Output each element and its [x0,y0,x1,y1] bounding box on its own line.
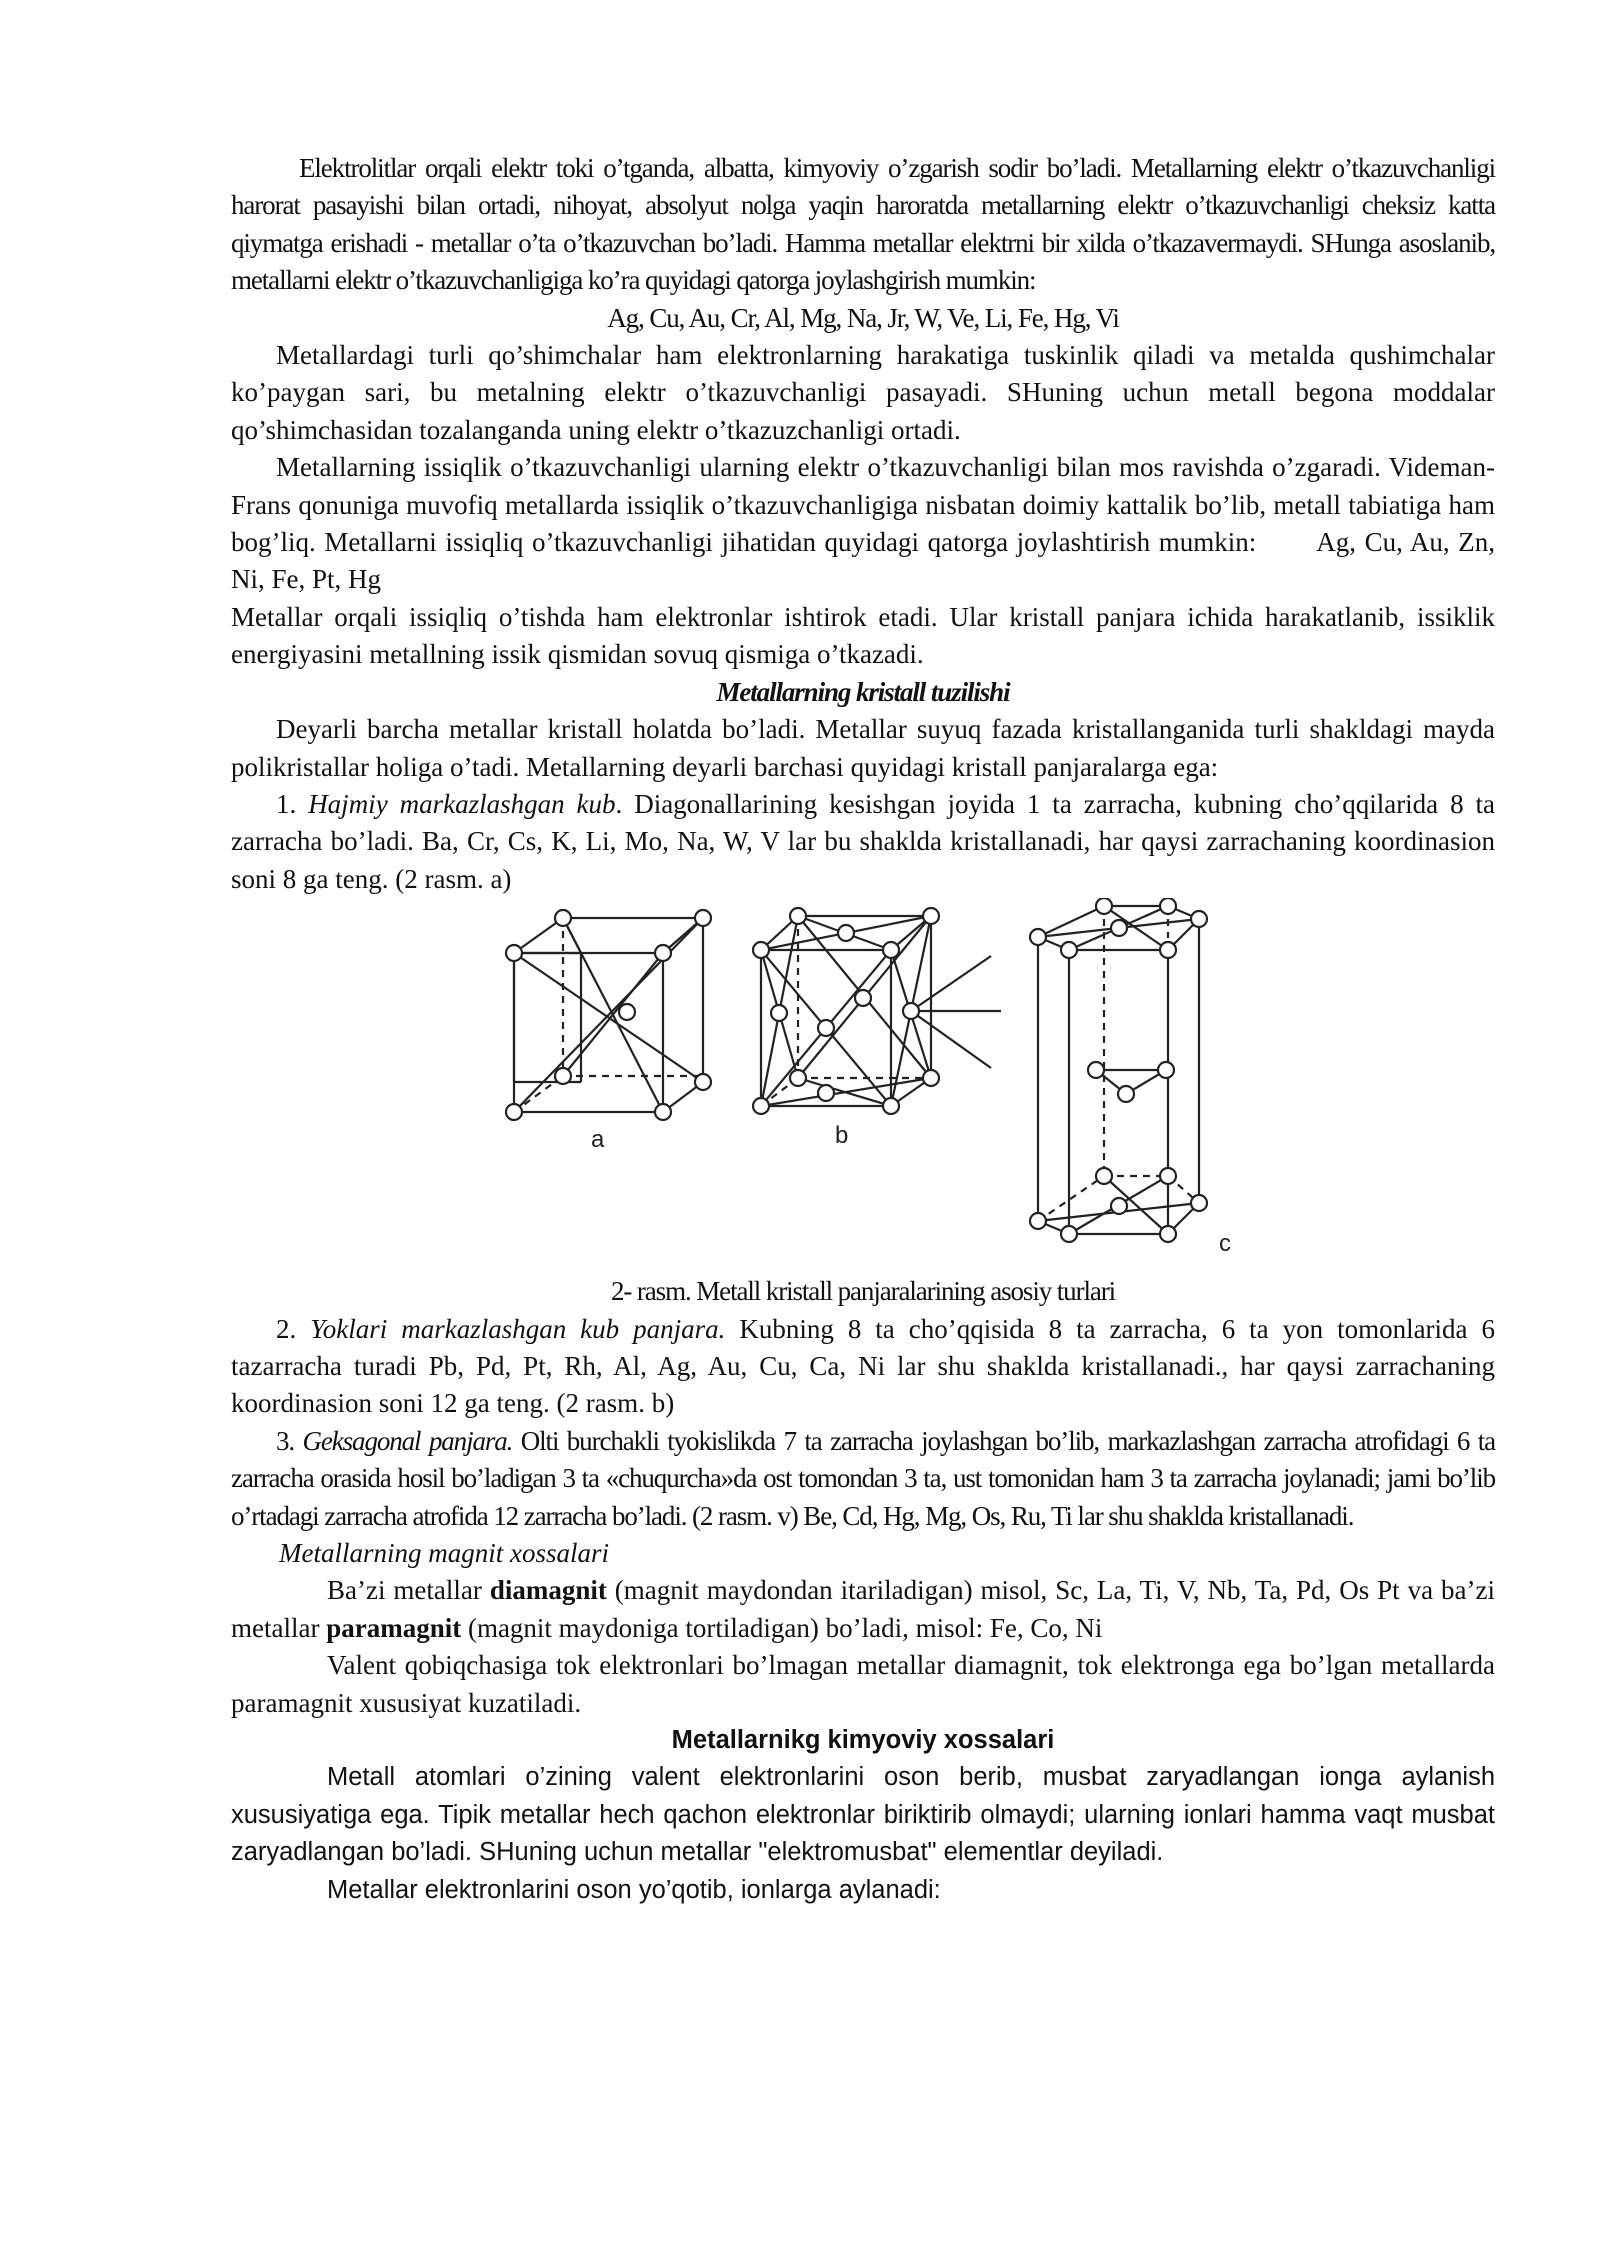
subheading-magnetic: Metallarning magnit xossalari [279,1537,609,1568]
text-bcc: . Diagonallarining kesishgan joyida 1 ta zarracha, kubning cho’qqilarida 8 ta zarracha bo’ladi. Ba, Cr, Cs, K, Li, Mo, Na, W, V lar bu shaklda kristallanadi, har qaysi zarrachaning koordinasion soni 8 ga teng. (2 rasm. a) [231,788,1496,894]
thermal-series: Ag, Cu, Au, Zn, Ni, Fe, Pt, Hg [231,527,1496,595]
crystal-lattice-diagram [231,898,1495,1273]
paragraph-impurities: Metallardagi turli qo’shimchalar ham elektronlarning harakatiga tuskinlik qiladi va metalda qushimchalar ko’paygan sari, bu metalning elektr o’tkazuvchanligi pasayadi. SHuning uchun metall begona moddalar qo’shimchasidan tozalanganda uning elektr o’tkazuzchanligi ortadi. [231,340,1495,445]
text-fcc: Kubning 8 ta cho’qqisida 8 ta zarracha, 6 ta yon tomonlarida 6 tazarracha turadi Pb, Pd, Pt, Rh, Al, Ag, Au, Cu, Ca, Ni lar shu shaklda kristallanadi., har qaysi zarrachaning koordinasion soni 12 ga teng. (2 rasm. b) [231,1313,1495,1419]
magnetic-text-2: (magnit maydondan itariladigan) misol, Sc, La, Ti, V, Nb, Ta, Pd, Os Pt va ba’zi metallar [231,1575,1495,1643]
figure-label-b: b [835,1122,849,1150]
heading-chemical-properties: Metallarnikg kimyoviy xossalari [671,1726,1055,1754]
paragraph-ionization: Metallar elektronlarini oson yo’qotib, ionlarga aylanadi: [327,1875,941,1904]
paragraph-heat-electrons: Metallar orqali issiqliq o’tishda ham elektronlar ishtirok etadi. Ular kristall panjara ichida harakatlanib, issiklik energiyasini metallning issik qismidan sovuq qismiga o’tkazadi. [231,601,1495,670]
magnetic-text-1: Ba’zi metallar [327,1575,490,1606]
conductivity-series: Ag, Cu, Au, Cr, Al, Mg, Na, Jr, W, Ve, Li, Fe, Hg, Vi [607,302,1119,333]
figure-label-c: c [1219,1230,1231,1258]
term-hcp: Geksagonal panjara. [302,1425,513,1456]
term-fcc: Yoklari markazlashgan kub panjara. [310,1313,726,1344]
figure-caption: 2- rasm. Metall kristall panjaralarining asosiy turlari [610,1276,1116,1307]
list-item-fcc [231,1311,1495,1423]
bcc-cube [514,918,703,1112]
term-diamagnetic: diamagnit [489,1575,607,1606]
paragraph-thermal-text: Metallarning issiqlik o’tkazuvchanligi ularning elektr o’tkazuvchanligi bilan mos ravishda o’zgaradi. Videman-Frans qonuniga muvofiq metallarda issiqlik o’tkazuvchanligiga nisbatan doimiy kattalik bo’lib, metall tabiatiga ham bog’liq. Metallarni issiqliq o’tkazuvchanligi jihatidan quyidagi qatorga joylashtirish mumkin: [231,452,1495,558]
paragraph-magnetic [231,1572,1495,1647]
document-page [231,150,1495,1909]
paragraph-chemical: Metall atomlari o’zining valent elektronlarini oson berib, musbat zaryadlangan ionga aylanish xususiyatiga ega. Tipik metallar hech qachon elektronlar biriktirib olmaydi; ularning ionlari hamma vaqt musbat zaryadlangan bo’ladi. SHuning uchun metallar "elektromusbat" elementlar deyiladi. [231,1763,1495,1867]
paragraph-thermal [231,449,1495,599]
list-number-1: 1. [276,788,297,819]
paragraph-valence-shell: Valent qobiqchasiga tok elektronlari bo’lmagan metallar diamagnit, tok elektronga ega bo’lgan metallarda paramagnit xususiyat kuzatiladi. [231,1650,1495,1718]
list-number-2: 2. [276,1313,297,1344]
crystal-lattice-figure [231,898,1495,1273]
magnetic-text-3: (magnit maydoniga tortiladigan) bo’ladi, misol: Fe, Co, Ni [461,1612,1103,1643]
paragraph-conductivity: Elektrolitlar orqali elektr toki o’tganda, albatta, kimyoviy o’zgarish sodir bo’ladi. Metallarning elektr o’tkazuvchanligi harorat pasayishi bilan ortadi, nihoyat, absolyut nolga yaqin haroratda metallarning elektr o’tkazuvchanligi cheksiz katta qiymatga erishadi - metallar o’ta o’tkazuvchan bo’ladi. Hamma metallar elektrni bir xilda o’tkazavermaydi. SHunga asoslanib, metallarni elektr o’tkazuvchanligiga ko’ra quyidagi qatorga joylashgirish mumkin: [231,153,1495,296]
text-hcp: Olti burchakli tyokislikda 7 ta zarracha joylashgan bo’lib, markazlashgan zarracha atrofidagi 6 ta zarracha orasida hosil bo’ladigan 3 ta «chuqurcha»da ost tomondan 3 ta, ust tomonidan ham 3 ta zarracha joylanadi; jami bo’lib o’rtadagi zarracha atrofida 12 zarracha bo’ladi. (2 rasm. v) Be, Cd, Hg, Mg, Os, Ru, Ti lar shu shaklda kristallanadi. [231,1425,1495,1531]
term-bcc: Hajmiy markazlashgan kub [308,788,616,819]
figure-label-a: a [591,1126,605,1154]
term-paramagnetic: paramagnit [326,1612,462,1643]
heading-crystal-structure: Metallarning kristall tuzilishi [716,676,1010,707]
paragraph-crystal-intro: Deyarli barcha metallar kristall holatda bo’ladi. Metallar suyuq fazada kristallanganida turli shakldagi mayda polikristallar holiga o’tadi. Metallarning deyarli barchasi quyidagi kristall panjaralarga ega: [231,714,1495,782]
list-item-hcp [231,1423,1495,1535]
list-item-bcc [231,786,1495,898]
list-number-3: 3. [276,1425,295,1456]
